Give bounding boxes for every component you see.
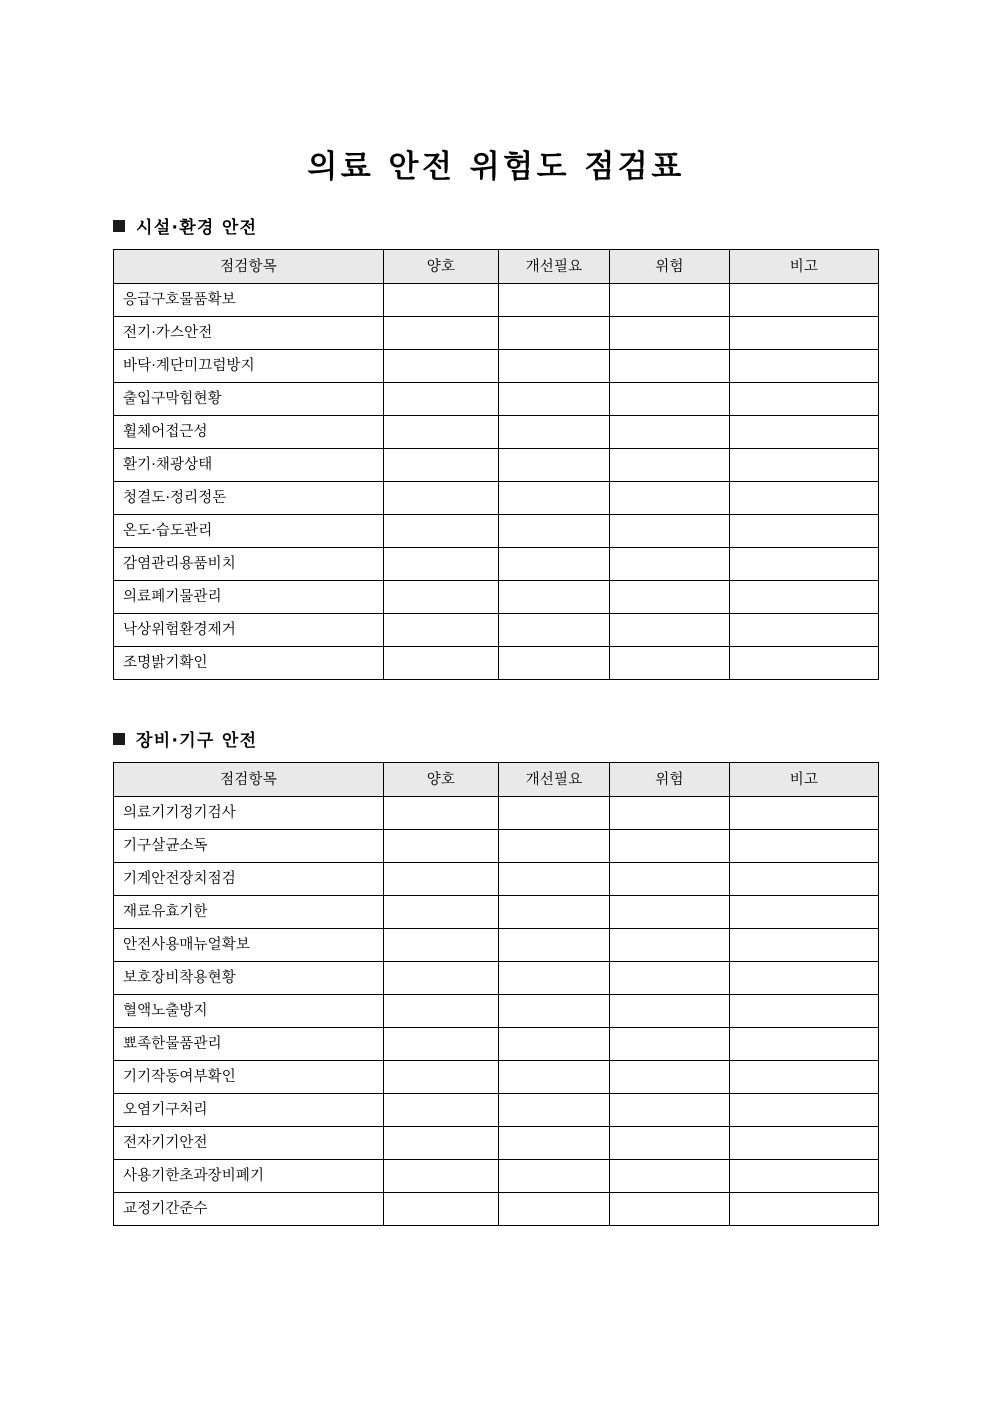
cell-good[interactable]	[384, 1193, 499, 1226]
table-row	[114, 317, 879, 350]
cell-needs-improvement[interactable]	[499, 995, 610, 1028]
cell-good[interactable]	[384, 830, 499, 863]
cell-good[interactable]	[384, 614, 499, 647]
cell-good[interactable]	[384, 350, 499, 383]
cell-note[interactable]	[730, 797, 879, 830]
cell-needs-improvement[interactable]	[499, 284, 610, 317]
cell-item: 오염기구처리	[114, 1094, 384, 1127]
cell-item: 사용기한초과장비폐기	[114, 1160, 384, 1193]
cell-item: 기기작동여부확인	[114, 1061, 384, 1094]
cell-good[interactable]	[384, 797, 499, 830]
cell-needs-improvement[interactable]	[499, 515, 610, 548]
column-header-item: 점검항목	[114, 250, 384, 284]
cell-risk[interactable]	[610, 1061, 730, 1094]
column-header-good: 양호	[384, 250, 499, 284]
table-row	[114, 1160, 879, 1193]
cell-risk[interactable]	[610, 548, 730, 581]
cell-risk[interactable]	[610, 863, 730, 896]
cell-risk[interactable]	[610, 962, 730, 995]
cell-needs-improvement[interactable]	[499, 830, 610, 863]
cell-item: 의료폐기물관리	[114, 581, 384, 614]
cell-note[interactable]	[730, 383, 879, 416]
cell-note[interactable]	[730, 896, 879, 929]
cell-good[interactable]	[384, 1160, 499, 1193]
cell-item: 안전사용매뉴얼확보	[114, 929, 384, 962]
table-row	[114, 416, 879, 449]
cell-needs-improvement[interactable]	[499, 548, 610, 581]
cell-needs-improvement[interactable]	[499, 416, 610, 449]
cell-note[interactable]	[730, 317, 879, 350]
table-row	[114, 548, 879, 581]
table-row	[114, 647, 879, 680]
cell-risk[interactable]	[610, 317, 730, 350]
cell-note[interactable]	[730, 1061, 879, 1094]
table-row	[114, 1028, 879, 1061]
cell-item: 바닥·계단미끄럼방지	[114, 350, 384, 383]
square-bullet-icon	[113, 733, 125, 745]
cell-risk[interactable]	[610, 1160, 730, 1193]
cell-good[interactable]	[384, 962, 499, 995]
column-header-note: 비고	[730, 250, 879, 284]
cell-good[interactable]	[384, 416, 499, 449]
cell-risk[interactable]	[610, 284, 730, 317]
cell-needs-improvement[interactable]	[499, 317, 610, 350]
cell-note[interactable]	[730, 548, 879, 581]
cell-note[interactable]	[730, 647, 879, 680]
cell-risk[interactable]	[610, 995, 730, 1028]
table-row	[114, 350, 879, 383]
cell-note[interactable]	[730, 482, 879, 515]
cell-needs-improvement[interactable]	[499, 647, 610, 680]
cell-item: 온도·습도관리	[114, 515, 384, 548]
column-header-risk: 위험	[610, 250, 730, 284]
cell-item: 교정기간준수	[114, 1193, 384, 1226]
cell-risk[interactable]	[610, 1094, 730, 1127]
cell-risk[interactable]	[610, 614, 730, 647]
table-row	[114, 1094, 879, 1127]
cell-risk[interactable]	[610, 581, 730, 614]
cell-risk[interactable]	[610, 929, 730, 962]
cell-item: 출입구막힘현황	[114, 383, 384, 416]
cell-note[interactable]	[730, 449, 879, 482]
table-header-row	[114, 250, 879, 284]
cell-note[interactable]	[730, 350, 879, 383]
cell-needs-improvement[interactable]	[499, 962, 610, 995]
cell-needs-improvement[interactable]	[499, 1061, 610, 1094]
cell-item: 뾰족한물품관리	[114, 1028, 384, 1061]
cell-risk[interactable]	[610, 416, 730, 449]
cell-good[interactable]	[384, 548, 499, 581]
cell-needs-improvement[interactable]	[499, 1160, 610, 1193]
cell-note[interactable]	[730, 581, 879, 614]
cell-needs-improvement[interactable]	[499, 350, 610, 383]
cell-needs-improvement[interactable]	[499, 449, 610, 482]
cell-good[interactable]	[384, 863, 499, 896]
cell-good[interactable]	[384, 317, 499, 350]
table-body	[114, 797, 879, 1226]
cell-item: 혈액노출방지	[114, 995, 384, 1028]
cell-needs-improvement[interactable]	[499, 1127, 610, 1160]
cell-good[interactable]	[384, 647, 499, 680]
cell-note[interactable]	[730, 929, 879, 962]
cell-note[interactable]	[730, 416, 879, 449]
cell-good[interactable]	[384, 896, 499, 929]
cell-item: 낙상위험환경제거	[114, 614, 384, 647]
cell-item: 기구살균소독	[114, 830, 384, 863]
section-heading	[113, 731, 878, 751]
column-header-needs-improvement: 개선필요	[499, 250, 610, 284]
table-row	[114, 284, 879, 317]
table-row	[114, 1127, 879, 1160]
cell-note[interactable]	[730, 863, 879, 896]
cell-note[interactable]	[730, 962, 879, 995]
cell-item: 기계안전장치점검	[114, 863, 384, 896]
cell-risk[interactable]	[610, 1127, 730, 1160]
cell-good[interactable]	[384, 284, 499, 317]
cell-good[interactable]	[384, 482, 499, 515]
cell-item: 청결도·정리정돈	[114, 482, 384, 515]
cell-risk[interactable]	[610, 1193, 730, 1226]
cell-item: 재료유효기한	[114, 896, 384, 929]
square-bullet-icon	[113, 220, 125, 232]
cell-good[interactable]	[384, 515, 499, 548]
cell-item: 휠체어접근성	[114, 416, 384, 449]
column-header-item: 점검항목	[114, 763, 384, 797]
column-header-note: 비고	[730, 763, 879, 797]
cell-needs-improvement[interactable]	[499, 1028, 610, 1061]
cell-item: 감염관리용품비치	[114, 548, 384, 581]
cell-good[interactable]	[384, 1028, 499, 1061]
cell-item: 전기·가스안전	[114, 317, 384, 350]
cell-needs-improvement[interactable]	[499, 482, 610, 515]
table-row	[114, 482, 879, 515]
section-heading-label: 시설·환경 안전	[136, 218, 258, 238]
cell-note[interactable]	[730, 1127, 879, 1160]
cell-risk[interactable]	[610, 383, 730, 416]
cell-note[interactable]	[730, 830, 879, 863]
cell-needs-improvement[interactable]	[499, 863, 610, 896]
table-row	[114, 929, 879, 962]
table-body	[114, 284, 879, 680]
table-row	[114, 515, 879, 548]
table-row	[114, 995, 879, 1028]
cell-note[interactable]	[730, 995, 879, 1028]
table-row	[114, 383, 879, 416]
table-row	[114, 830, 879, 863]
cell-risk[interactable]	[610, 797, 730, 830]
table-row	[114, 1193, 879, 1226]
cell-needs-improvement[interactable]	[499, 614, 610, 647]
cell-item: 응급구호물품확보	[114, 284, 384, 317]
cell-note[interactable]	[730, 1028, 879, 1061]
cell-risk[interactable]	[610, 830, 730, 863]
cell-note[interactable]	[730, 284, 879, 317]
cell-note[interactable]	[730, 1160, 879, 1193]
table-row	[114, 449, 879, 482]
cell-good[interactable]	[384, 995, 499, 1028]
table-row	[114, 896, 879, 929]
cell-note[interactable]	[730, 1193, 879, 1226]
table-header-row	[114, 763, 879, 797]
cell-risk[interactable]	[610, 647, 730, 680]
cell-good[interactable]	[384, 449, 499, 482]
cell-needs-improvement[interactable]	[499, 1094, 610, 1127]
cell-needs-improvement[interactable]	[499, 797, 610, 830]
cell-good[interactable]	[384, 383, 499, 416]
cell-good[interactable]	[384, 1061, 499, 1094]
cell-good[interactable]	[384, 581, 499, 614]
table-row	[114, 863, 879, 896]
cell-note[interactable]	[730, 614, 879, 647]
cell-note[interactable]	[730, 515, 879, 548]
column-header-good: 양호	[384, 763, 499, 797]
cell-risk[interactable]	[610, 350, 730, 383]
section-heading	[113, 218, 878, 238]
table-row	[114, 797, 879, 830]
cell-risk[interactable]	[610, 1028, 730, 1061]
cell-risk[interactable]	[610, 482, 730, 515]
checklist-table-equipment-instrument	[113, 762, 879, 1226]
cell-item: 조명밝기확인	[114, 647, 384, 680]
cell-item: 보호장비착용현황	[114, 962, 384, 995]
cell-note[interactable]	[730, 1094, 879, 1127]
checklist-table-facility-environment	[113, 249, 879, 680]
cell-risk[interactable]	[610, 515, 730, 548]
table-row	[114, 581, 879, 614]
section-equipment-instrument-safety	[113, 731, 878, 1226]
cell-good[interactable]	[384, 1094, 499, 1127]
column-header-risk: 위험	[610, 763, 730, 797]
page-title: 의료 안전 위험도 점검표	[307, 148, 685, 185]
table-row	[114, 962, 879, 995]
section-facility-environment-safety	[113, 218, 878, 680]
section-heading-label: 장비·기구 안전	[136, 731, 258, 751]
column-header-needs-improvement: 개선필요	[499, 763, 610, 797]
cell-needs-improvement[interactable]	[499, 581, 610, 614]
cell-item: 환기·채광상태	[114, 449, 384, 482]
cell-item: 의료기기정기검사	[114, 797, 384, 830]
cell-needs-improvement[interactable]	[499, 929, 610, 962]
cell-good[interactable]	[384, 1127, 499, 1160]
cell-needs-improvement[interactable]	[499, 383, 610, 416]
cell-needs-improvement[interactable]	[499, 896, 610, 929]
table-row	[114, 1061, 879, 1094]
cell-needs-improvement[interactable]	[499, 1193, 610, 1226]
table-row	[114, 614, 879, 647]
cell-item: 전자기기안전	[114, 1127, 384, 1160]
cell-risk[interactable]	[610, 896, 730, 929]
cell-good[interactable]	[384, 929, 499, 962]
cell-risk[interactable]	[610, 449, 730, 482]
